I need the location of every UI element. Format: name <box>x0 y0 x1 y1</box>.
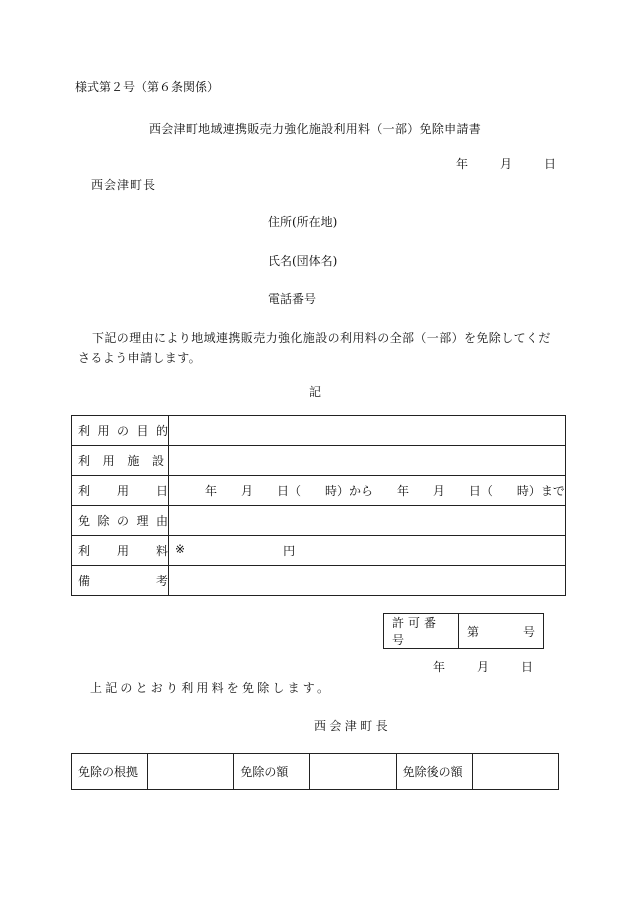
to-hour: 時）まで <box>516 484 565 498</box>
amount-field[interactable] <box>310 754 396 790</box>
from-day: 日（ <box>276 484 301 498</box>
date-day: 日 <box>521 660 534 674</box>
label-char: 免 <box>78 514 91 528</box>
fee-unit: 円 <box>283 544 296 558</box>
label-char: 由 <box>155 514 168 528</box>
label-char: 備 <box>78 574 91 588</box>
label-char: 料 <box>155 544 168 558</box>
exemption-reason-label <box>72 506 169 536</box>
usage-period-field[interactable] <box>169 476 566 506</box>
label-char: 理 <box>136 514 149 528</box>
ki-heading: 記 <box>308 385 321 399</box>
application-date <box>456 157 556 171</box>
facility-label <box>72 446 169 476</box>
facility-field[interactable] <box>169 446 566 476</box>
label-char: 施 <box>127 454 140 468</box>
basis-field[interactable] <box>148 754 234 790</box>
decision-date <box>433 660 533 674</box>
table-row <box>72 506 566 536</box>
table-row <box>72 446 566 476</box>
table-row <box>72 754 559 790</box>
to-year: 年 <box>396 484 409 498</box>
request-text: 下記の理由により地域連携販売力強化施設の利用料の全部（一部）を免除してくださるよう申請します。 <box>78 331 551 365</box>
date-year: 年 <box>456 157 469 171</box>
after-amount-field[interactable] <box>472 754 558 790</box>
mayor-signature: 西会津町長 <box>314 719 392 733</box>
amount-label: 免除の額 <box>234 754 310 790</box>
applicant-address-label: 住所(所在地) <box>268 215 338 229</box>
date-month: 月 <box>477 660 490 674</box>
table-row <box>384 614 544 649</box>
permit-number-field[interactable] <box>459 614 544 649</box>
exemption-summary-table <box>71 753 559 790</box>
label-char: 用 <box>97 424 110 438</box>
label-char: 考 <box>155 574 168 588</box>
document-title: 西会津町地域連携販売力強化施設利用料（一部）免除申請書 <box>148 122 482 136</box>
table-row <box>72 536 566 566</box>
from-month: 月 <box>240 484 253 498</box>
label-char: 日 <box>155 484 168 498</box>
applicant-phone-label: 電話番号 <box>268 292 317 306</box>
label-char: 除 <box>97 514 110 528</box>
purpose-label <box>72 416 169 446</box>
from-year: 年 <box>205 484 218 498</box>
form-number: 様式第２号（第６条関係） <box>75 80 220 94</box>
to-month: 月 <box>432 484 445 498</box>
basis-label: 免除の根拠 <box>72 754 148 790</box>
permit-suffix: 号 <box>522 624 535 639</box>
label-char: 用 <box>116 484 129 498</box>
after-amount-label: 免除後の額 <box>396 754 472 790</box>
addressee: 西会津町長 <box>91 178 157 192</box>
exemption-reason-field[interactable] <box>169 506 566 536</box>
date-year: 年 <box>433 660 446 674</box>
permit-number-table <box>383 613 544 649</box>
fee-mark: ※ <box>175 542 186 556</box>
label-char: 利 <box>78 484 91 498</box>
label-char: の <box>116 424 129 438</box>
application-table <box>71 415 566 596</box>
label-char: 利 <box>78 424 91 438</box>
permit-number-label: 許可番号 <box>384 614 459 649</box>
label-char: 用 <box>116 544 129 558</box>
date-day: 日 <box>544 157 557 171</box>
table-row <box>72 476 566 506</box>
purpose-field[interactable] <box>169 416 566 446</box>
table-row <box>72 416 566 446</box>
remarks-field[interactable] <box>169 566 566 596</box>
date-month: 月 <box>500 157 513 171</box>
applicant-name-label: 氏名(団体名) <box>268 254 338 268</box>
usage-date-label <box>72 476 169 506</box>
label-char: 設 <box>151 454 164 468</box>
fee-label <box>72 536 169 566</box>
label-char: 利 <box>78 454 91 468</box>
label-char: 用 <box>102 454 115 468</box>
fee-field[interactable] <box>169 536 566 566</box>
table-row <box>72 566 566 596</box>
remarks-label <box>72 566 169 596</box>
to-day: 日（ <box>468 484 493 498</box>
from-hour: 時）から <box>324 484 373 498</box>
decision-text: 上記のとおり利用料を免除します。 <box>90 681 333 695</box>
label-char: 的 <box>155 424 168 438</box>
label-char: 利 <box>78 544 91 558</box>
permit-prefix: 第 <box>467 624 480 639</box>
label-char: の <box>116 514 129 528</box>
label-char: 目 <box>136 424 149 438</box>
